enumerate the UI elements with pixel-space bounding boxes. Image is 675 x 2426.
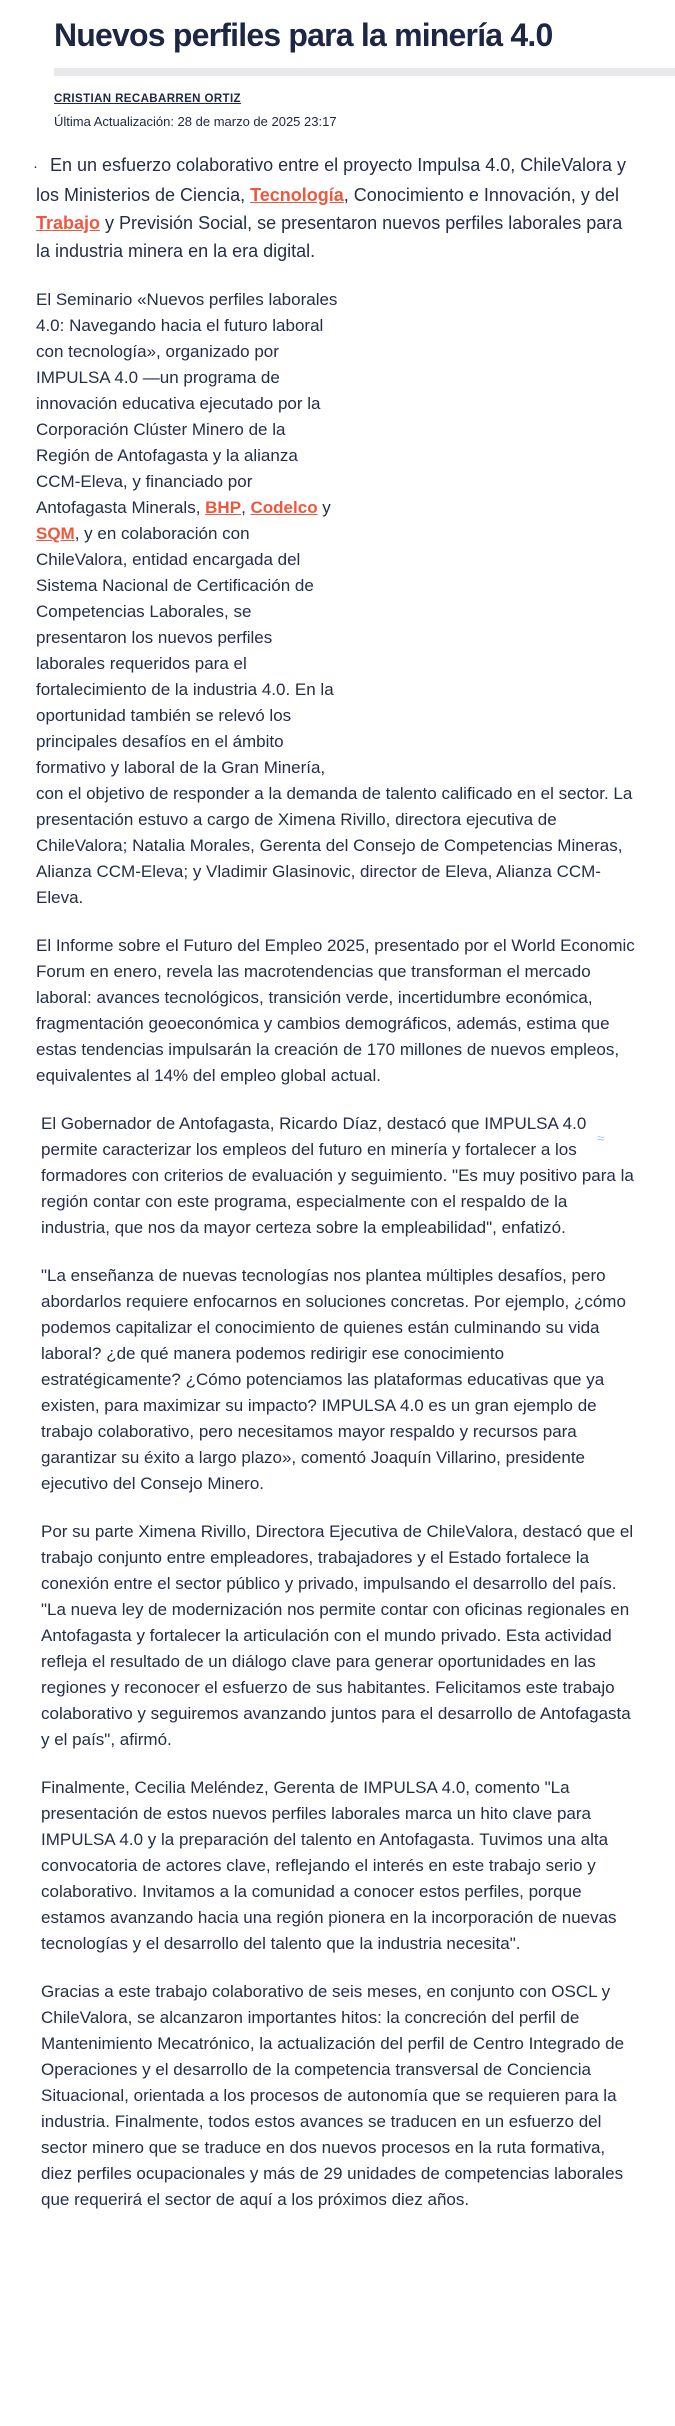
article-paragraph: Por su parte Ximena Rivillo, Directora Ejecutiva de ChileValora, destacó que el trabajo conjunto entre empleadores, trabajadores y el Estado fortalece la conexión entre el sector público y privado, impulsando el desarrollo del país. "La nueva ley de modernización nos permite contar con oficinas regionales en Antofagasta y fortalecer la articulación con el mundo privado. Esta actividad refleja el resultado de un diálogo clave para generar oportunidades en las regiones y reconocer el esfuerzo de sus habitantes. Felicitamos este trabajo colaborativo y seguiremos avanzando juntos para el desarrollo de Antofagasta y el país", afirmó. (41, 1522, 634, 1749)
article-paragraph: · En un esfuerzo colaborativo entre el proyecto Impulsa 4.0, ChileValora y los Ministerios de Ciencia, Tecnología, Conocimiento e Innovación, y del Trabajo y Previsión Social, se presentaron nuevos perfiles laborales para la industria minera en la era digital. (33, 155, 626, 261)
media-placeholder (340, 287, 640, 767)
title-divider (54, 68, 675, 76)
article-paragraph: "La enseñanza de nuevas tecnologías nos plantea múltiples desafíos, pero abordarlos requiere enfocarnos en soluciones concretas. Por ejemplo, ¿cómo podemos capitalizar el conocimiento de quienes están culminando su vida laboral? ¿de qué manera podemos redirigir ese conocimiento estratégicamente? ¿Cómo potenciamos las plataformas educativas que ya existen, para maximizar su impacto? IMPULSA 4.0 es un gran ejemplo de trabajo colaborativo, pero necesitamos mayor respaldo y recursos para garantizar su éxito a largo plazo», comentó Joaquín Villarino, presidente ejecutivo del Consejo Minero. (41, 1266, 626, 1493)
article-paragraph: El Seminario «Nuevos perfiles laborales 4.0: Navegando hacia el futuro laboral con tecnología», organizado por IMPULSA 4.0 —un programa de innovación educativa ejecutado por la Corporación Clúster Minero de la Región de Antofagasta y la alianza CCM-Eleva, y financiado por Antofagasta Minerals, BHP, Codelco y SQM, y en colaboración con ChileValora, entidad encargada del Sistema Nacional de Certificación de Competencias Laborales, se presentaron los nuevos perfiles laborales requeridos para el fortalecimiento de la industria 4.0. En la oportunidad también se relevó los principales desafíos en el ámbito formativo y laboral de la Gran Minería, con el objetivo de responder a la demanda de talento calificado en el sector. La presentación estuvo a cargo de Ximena Rivillo, directora ejecutiva de ChileValora; Natalia Morales, Gerenta del Consejo de Competencias Mineras, Alianza CCM-Eleva; y Vladimir Glasinovic, director de Eleva, Alianza CCM-Eleva. (36, 287, 640, 911)
article-page (0, 16, 675, 2426)
page-title: Nuevos perfiles para la minería 4.0 (54, 17, 553, 53)
article-paragraph: Finalmente, Cecilia Meléndez, Gerenta de IMPULSA 4.0, comento "La presentación de estos nuevos perfiles laborales marca un hito clave para IMPULSA 4.0 y la preparación del talento en Antofagasta. Tuvimos una alta convocatoria de actores clave, reflejando el interés en este trabajo serio y colaborativo. Invitamos a la comunidad a conocer estos perfiles, porque estamos avanzando hacia una región pionera en la incorporación de nuevas tecnologías y el desarrollo del talento que la industria necesita". (41, 1778, 617, 1953)
list-bullet: · (33, 158, 38, 175)
article-paragraph: El Gobernador de Antofagasta, Ricardo Díaz, destacó que IMPULSA 4.0 permite caracterizar los empleos del futuro en minería y fortalecer a los formadores con criterios de evaluación y seguimiento. "Es muy positivo para la región contar con este programa, especialmente con el respaldo de la industria, que nos da mayor certeza sobre la empleabilidad", enfatizó. (41, 1114, 634, 1237)
link-tecnologia[interactable]: Tecnología (250, 185, 344, 205)
link-trabajo[interactable]: Trabajo (36, 213, 101, 233)
link-sqm[interactable]: SQM (36, 524, 75, 543)
link-bhp[interactable]: BHP (205, 498, 242, 517)
article-paragraph: El Informe sobre el Futuro del Empleo 2025, presentado por el World Economic Forum en enero, revela las macrotendencias que transforman el mercado laboral: avances tecnológicos, transición verde, incertidumbre económica, fragmentación geoeconómica y cambios demográficos, además, estima que estas tendencias impulsarán la creación de 170 millones de nuevos empleos, equivalentes al 14% del empleo global actual. (36, 936, 635, 1085)
author-byline[interactable]: CRISTIAN RECABARREN ORTIZ (54, 93, 241, 105)
link-codelco[interactable]: Codelco (250, 498, 318, 517)
article-paragraph: Gracias a este trabajo colaborativo de seis meses, en conjunto con OSCL y ChileValora, se alcanzaron importantes hitos: la concreción del perfil de Mantenimiento Mecatrónico, la actualización del perfil de Centro Integrado de Operaciones y el desarrollo de la competencia transversal de Conciencia Situacional, orientada a los procesos de autonomía que se requieren para la industria. Finalmente, todos estos avances se traducen en un esfuerzo del sector minero que se traduce en dos nuevos procesos en la ruta formativa, diez perfiles ocupacionales y más de 29 unidades de competencias laborales que requerirá el sector de aquí a los próximos diez años. (41, 1982, 625, 2209)
squiggle-artifact: ≈ (597, 1130, 604, 1146)
updated-timestamp: Última Actualización: 28 de marzo de 2025 23:17 (54, 114, 337, 129)
article-body (33, 151, 640, 2213)
